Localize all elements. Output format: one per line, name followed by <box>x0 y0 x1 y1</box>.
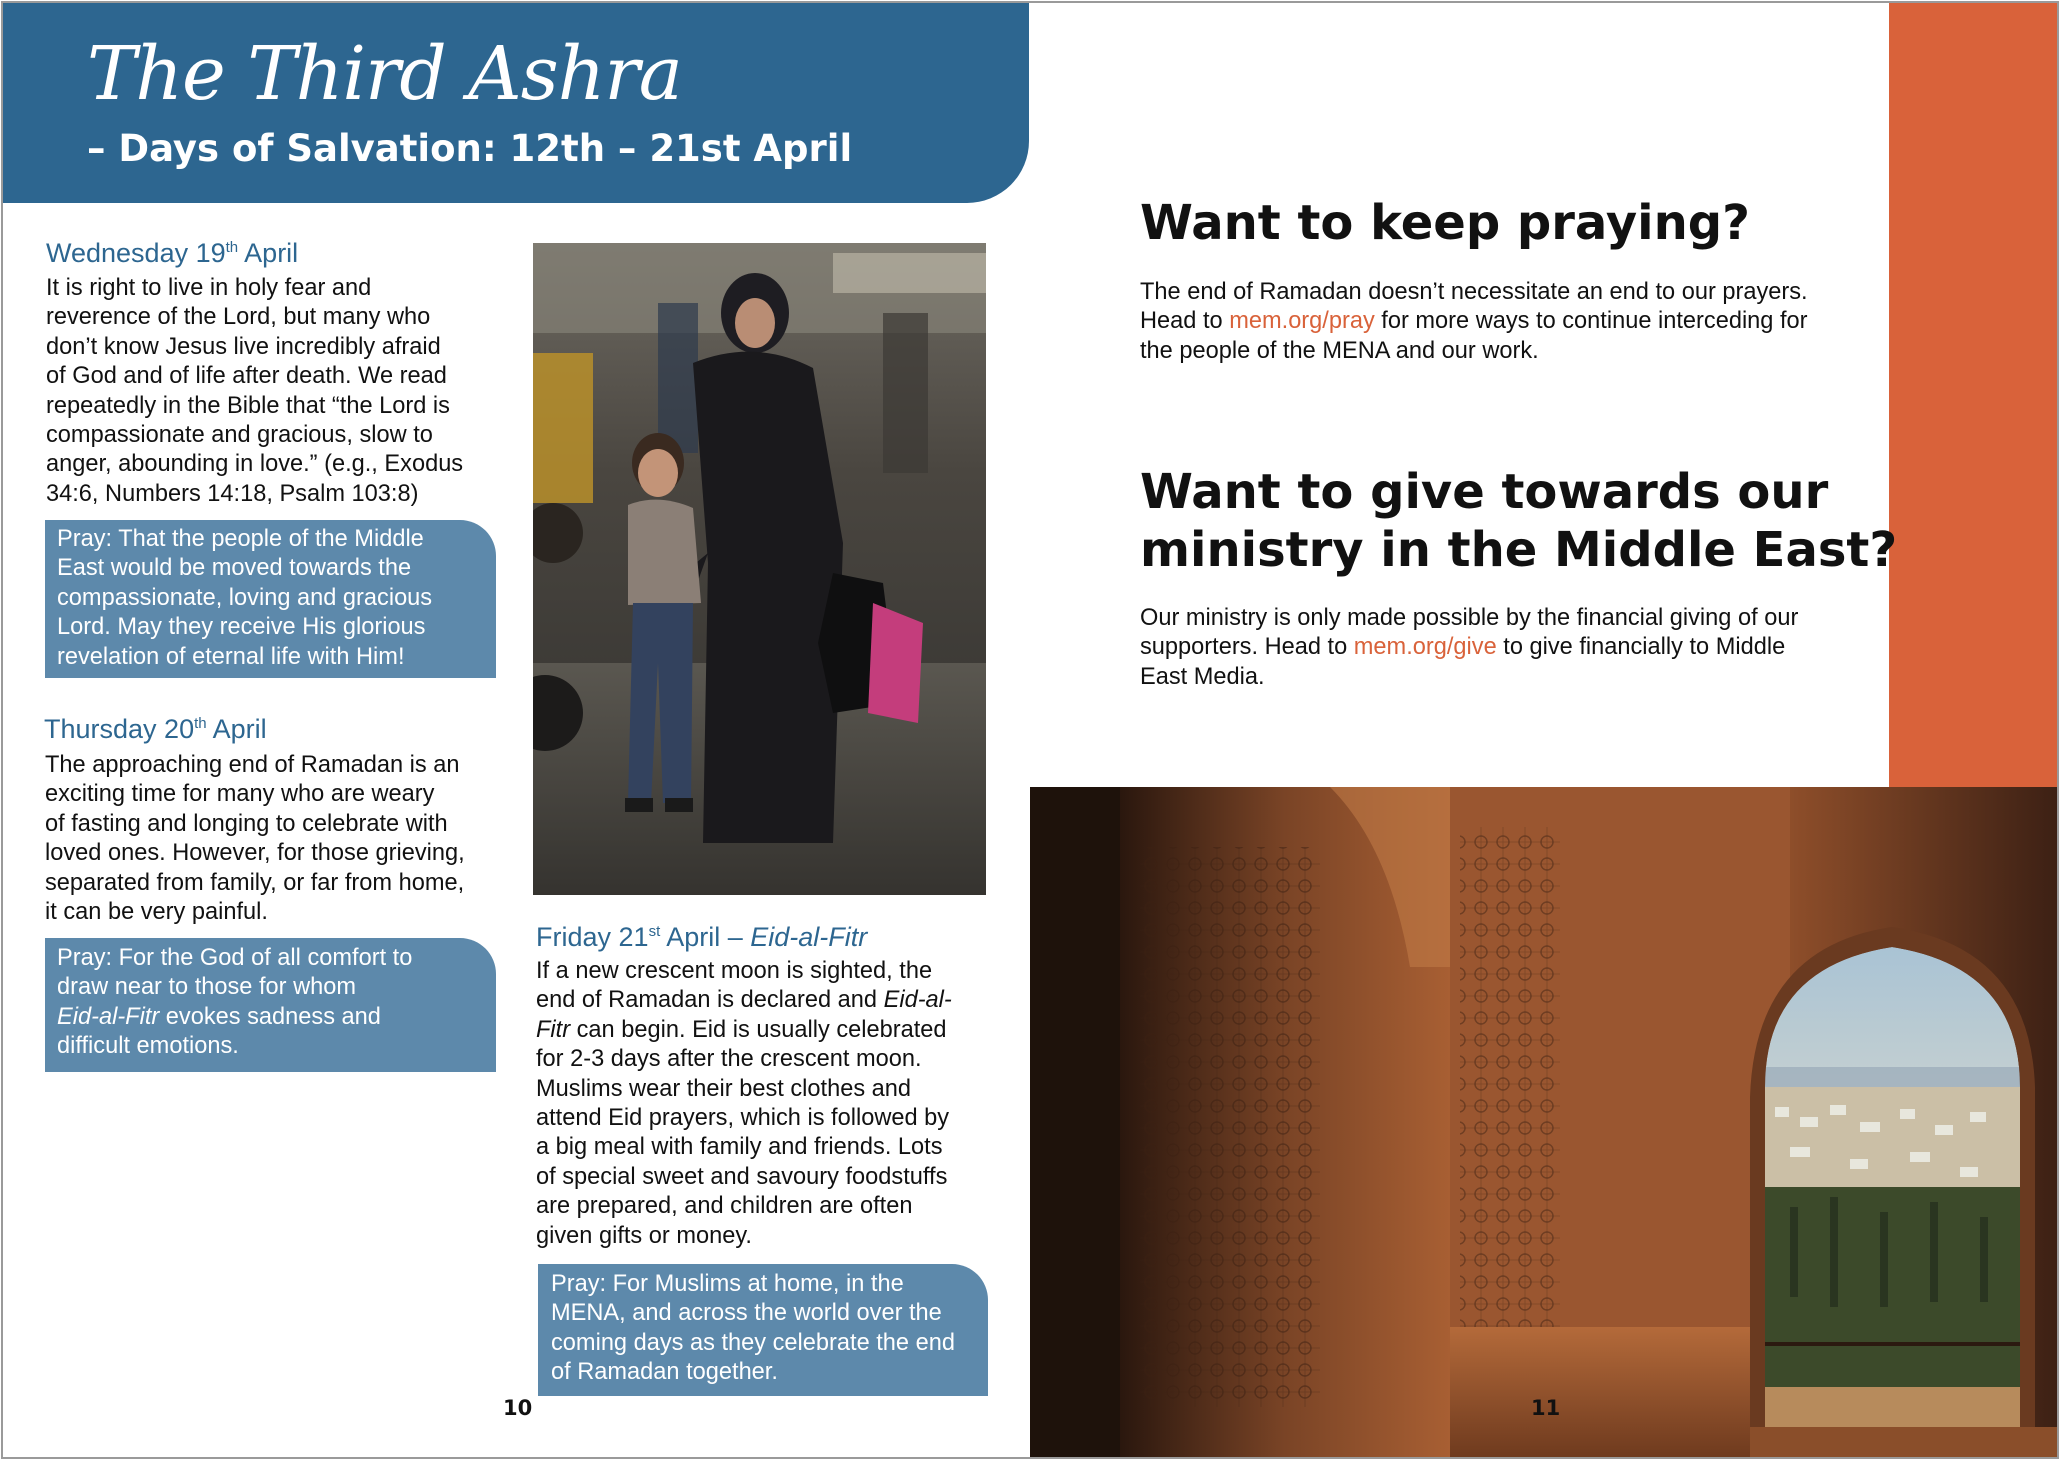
give-link[interactable]: mem.org/give <box>1353 634 1497 661</box>
wednesday-pray-box: Pray: That the people of the Middle East would be moved towards the compassionate, loving and gracious Lord. May they receive His glorious revelation of eternal life with Him! <box>45 520 496 678</box>
thursday-body: The approaching end of Ramadan is an exciting time for many who are weary of fasting and longing to celebrate with loved ones. However, for those grieving, separated from family, or far from home, it can be very painful. <box>45 752 465 926</box>
section-subtitle: – Days of Salvation: 12th – 21st April <box>87 127 853 170</box>
friday-body: If a new crescent moon is sighted, the end of Ramadan is declared and Eid-al- Fitr can begin. Eid is usually celebrated for 2-3 days after the crescent moon. Muslims wear their best clothes and attend Eid prayers, which is followed by a big meal with family and friends. Lots of special sweet and savoury foodstuffs are prepared, and children are often given gifts or money. <box>536 958 952 1249</box>
left-page-number: 10 <box>503 1396 533 1420</box>
street-scene-photo <box>533 243 986 895</box>
wednesday-body: It is right to live in holy fear and reverence of the Lord, but many who don’t know Jesus live incredibly afraid of God and of life after death. We read repeatedly in the Bible that “the Lord is compassionate and gracious, slow to anger, abounding in love.” (e.g., Exodus 34:6, Numbers 14:18, Psalm 103:8) <box>46 275 464 507</box>
pray-link[interactable]: mem.org/pray <box>1229 308 1375 335</box>
friday-heading: Friday 21st April – Eid-al-Fitr <box>536 922 868 952</box>
keep-praying-text: The end of Ramadan doesn’t necessitate an end to our prayers. Head to mem.org/pray for more ways to continue interceding for the people of the MENA and our work. <box>1140 279 1808 364</box>
give-heading: Want to give towards our ministry in the Middle East? <box>1140 464 1898 578</box>
wednesday-heading: Wednesday 19th April <box>46 238 299 268</box>
thursday-heading: Thursday 20th April <box>44 714 267 744</box>
keep-praying-heading: Want to keep praying? <box>1140 195 1750 251</box>
header-banner <box>3 3 1029 203</box>
give-text: Our ministry is only made possible by the financial giving of our supporters. Head to mem.org/give to give financially to Middle East Media. <box>1140 605 1799 690</box>
right-page-number: 11 <box>1531 1396 1561 1420</box>
friday-pray-box: Pray: For Muslims at home, in the MENA, and across the world over the coming days as they celebrate the end of Ramadan together. <box>538 1264 988 1396</box>
section-script-title: The Third Ashra <box>87 31 682 117</box>
alhambra-arch-photo <box>1030 787 2059 1459</box>
thursday-pray-box: Pray: For the God of all comfort to draw near to those for whom Eid-al-Fitr evokes sadness and difficult emotions. <box>45 938 496 1072</box>
